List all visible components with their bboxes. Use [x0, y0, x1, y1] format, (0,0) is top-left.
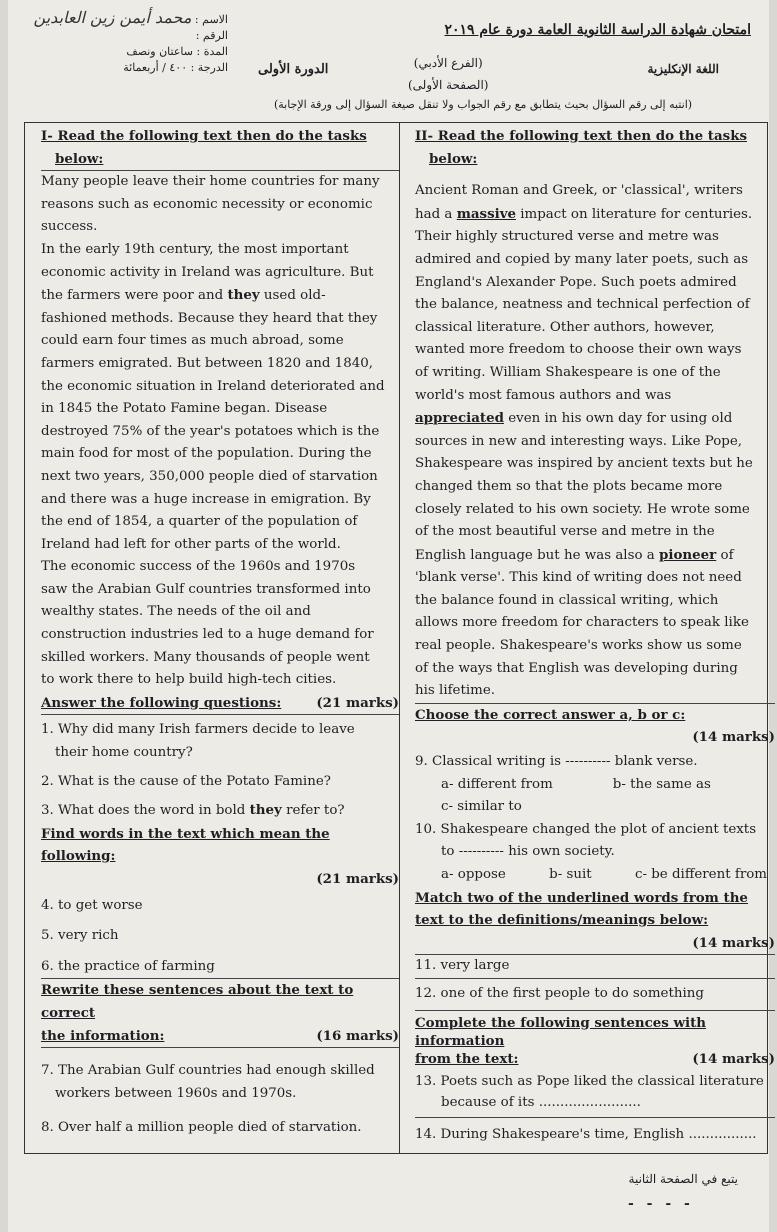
- branch-label: (الفرع الأدبي): [413, 56, 483, 70]
- question-3: 3. What does the word in bold they refer to?: [41, 802, 345, 819]
- passage-2: [415, 180, 775, 703]
- student-name: محمد أيمن زين العابدين: [33, 8, 192, 27]
- page-label: (الصفحة الأولى): [408, 78, 489, 92]
- question-9: 9. Classical writing is ---------- blank verse. a- different from b- the same as c- similar to: [415, 751, 775, 819]
- passage-2-line: the balance, neatness and technical perfection of: [415, 297, 750, 313]
- question-8: 8. Over half a million people died of starvation.: [41, 1120, 362, 1136]
- subject-label: اللغة الإنكليزية: [647, 62, 719, 76]
- task-match-words: Match two of the underlined words from the text to the definitions/meanings below: (14 marks): [415, 889, 775, 951]
- passage-2-line: allows more freedom for characters to speak like: [415, 615, 749, 631]
- passage-2-line: England's Alexander Pope. Such poets admired: [415, 274, 737, 290]
- student-info: [28, 10, 228, 76]
- bold-word-they: they: [227, 287, 260, 304]
- section-2-heading: II- Read the following text then do the tasks below:: [415, 128, 748, 167]
- passage-2-line: 'blank verse'. This kind of writing does not need: [415, 570, 742, 586]
- task-complete-sentences: Complete the following sentences with information from the text: (14 marks): [415, 1014, 775, 1067]
- section-1: [41, 123, 399, 1140]
- exam-frame: [24, 122, 775, 1154]
- footer-dashes: - - - -: [628, 1196, 694, 1212]
- duration-label: المدة : ساعتان ونصف: [126, 45, 228, 58]
- question-5: 5. very rich: [41, 928, 119, 944]
- question-13: 13. Poets such as Pope liked the classical literature because of its ........................: [415, 1073, 764, 1110]
- passage-2-line: world's most famous authors and was: [415, 387, 672, 403]
- task-answer-questions: Answer the following questions: (21 marks): [41, 694, 399, 711]
- underlined-word: appreciated: [415, 410, 504, 427]
- passage-1-paragraph-2: In the early 19th century, the most important economic activity in Ireland was agriculture. But the farmers were poor and they used old- fashioned methods. Because they heard that they could earn four times as much abroad, some farmers emigrated. But between 1820 and 1840, the economic situation in Ireland deteriorated and in 1845 the Potato Famine began. Disease destroyed 75% of the year's potatoes which is the main food for most of the population. During the next two years, 350,000 people died of starvation and there was a huge increase in emigration. By the end of 1854, a quarter of the population of Ireland had left for other parts of the world.: [41, 241, 385, 552]
- passage-2-line: classical literature. Other authors, however,: [415, 319, 715, 335]
- name-label: الاسم :: [194, 13, 228, 26]
- exam-sheet: [8, 0, 775, 1232]
- section-2: [415, 123, 775, 1146]
- question-11: 11. very large: [415, 958, 510, 974]
- passage-2-line: Shakespeare was inspired by ancient texts but he: [415, 456, 753, 472]
- question-7: 7. The Arabian Gulf countries had enough skilled workers between 1960s and 1970s.: [41, 1063, 375, 1101]
- passage-2-line: had a massive impact on literature for centuries.: [415, 205, 753, 222]
- passage-2-line: Ancient Roman and Greek, or 'classical', writers: [415, 183, 743, 199]
- passage-2-line: of the ways that English was developing during: [415, 660, 738, 676]
- underlined-word: pioneer: [659, 546, 717, 563]
- number-label: الرقم :: [195, 29, 228, 42]
- question-12: 12. one of the first people to do something: [415, 985, 704, 1001]
- task-choose-answer: Choose the correct answer a, b or c: (14 marks): [415, 706, 775, 746]
- question-4: 4. to get worse: [41, 897, 143, 913]
- section-1-heading: I- Read the following text then do the tasks below:: [41, 128, 367, 167]
- passage-2-line: sources in new and interesting ways. Like Pope,: [415, 433, 743, 449]
- question-14: 14. During Shakespeare's time, English ................: [415, 1126, 757, 1142]
- passage-2-line: closely related to his own society. He wrote some: [415, 501, 750, 517]
- branch-info: [408, 52, 488, 96]
- task-rewrite: Rewrite these sentences about the text to correct the information: (16 marks): [41, 982, 399, 1044]
- exam-title: امتحان شهادة الدراسة الثانوية العامة دورة عام ٢٠١٩: [444, 22, 751, 38]
- column-divider: [399, 123, 400, 1153]
- question-1: 1. Why did many Irish farmers decide to leave their home country?: [41, 722, 355, 761]
- passage-2-line: admired and copied by many later poets, such as: [415, 251, 749, 267]
- question-2: 2. What is the cause of the Potato Famine?: [41, 773, 331, 789]
- passage-2-line: real people. Shakespeare's works show us some: [415, 638, 742, 654]
- grade-label: الدرجة : ٤٠٠ / أربعمائة: [123, 61, 228, 74]
- exam-header: [421, 22, 751, 38]
- passage-2-line: of writing. William Shakespeare is one of the: [415, 364, 721, 380]
- question-6: 6. the practice of farming: [41, 958, 215, 974]
- passage-2-line: of the most beautiful verse and metre in the: [415, 524, 715, 540]
- q9-option-b: b- the same as: [612, 776, 711, 792]
- passage-1-paragraph-1: Many people leave their home countries for many reasons such as economic necessity or economic success.: [41, 174, 380, 235]
- passage-2-line: changed them so that the plots became more: [415, 478, 723, 494]
- instruction-note: (انتبه إلى رقم السؤال بحيث يتطابق مع رقم الجواب ولا تنقل صيغة السؤال إلى ورقة الإجابة): [273, 98, 693, 111]
- q9-option-c: c- similar to: [441, 799, 522, 815]
- continue-note: يتبع في الصفحة الثانية: [628, 1172, 738, 1186]
- q10-option-c: c- be different from: [634, 867, 767, 882]
- passage-2-line: his lifetime.: [415, 683, 496, 699]
- task-find-words: Find words in the text which mean the following: (21 marks): [41, 825, 399, 887]
- passage-1-paragraph-3: The economic success of the 1960s and 1970s saw the Arabian Gulf countries transformed into wealthy states. The needs of the oil and construction industries led to a huge demand for skilled workers. Many thousands of people went to work there to help build high-tech cities.: [41, 559, 374, 688]
- passage-2-line: appreciated even in his own day for using old: [415, 410, 733, 427]
- question-10: 10. Shakespeare changed the plot of ancient texts to ---------- his own society. a- oppose b- suit c- be different from: [415, 819, 775, 887]
- q9-option-a: a- different from: [441, 776, 553, 792]
- q10-option-b: b- suit: [549, 867, 592, 882]
- underlined-word: massive: [456, 205, 516, 222]
- q10-option-a: a- oppose: [441, 867, 506, 882]
- passage-2-line: wanted more freedom to choose their own ways: [415, 342, 742, 358]
- session-label: الدورة الأولى: [258, 62, 329, 77]
- passage-2-line: the balance found in classical writing, which: [415, 592, 719, 608]
- passage-2-line: English language but he was also a pioneer of: [415, 546, 734, 563]
- passage-2-line: Their highly structured verse and metre was: [415, 229, 719, 245]
